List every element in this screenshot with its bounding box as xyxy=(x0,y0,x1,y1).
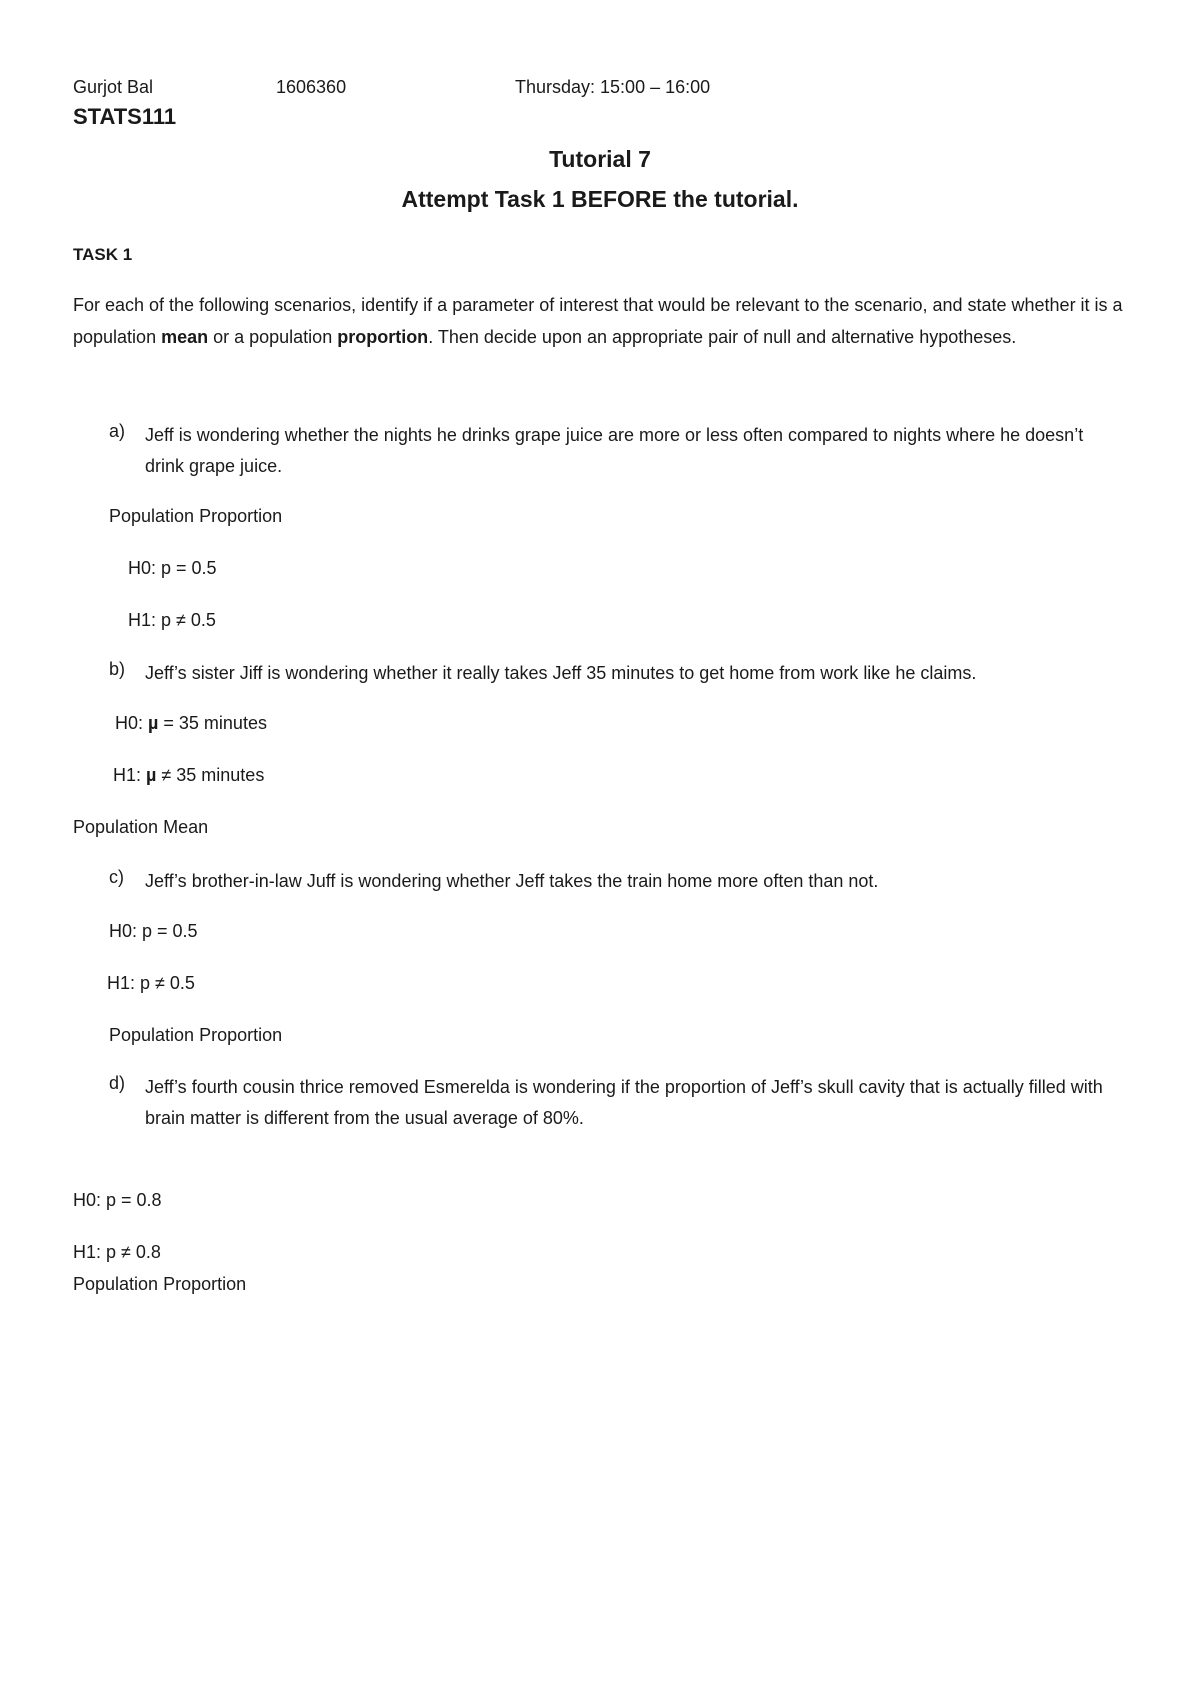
scenario-a xyxy=(109,420,1119,482)
scenario-d-h0: H0: p = 0.8 xyxy=(73,1190,162,1210)
course-code: STATS111 xyxy=(73,104,177,129)
scenario-b-h0 xyxy=(115,712,267,734)
session-time: Thursday: 15:00 – 16:00 xyxy=(515,77,711,97)
intro-text-3: . Then decide upon an appropriate pair of null and alternative hypotheses. xyxy=(428,326,1017,347)
scenario-c xyxy=(109,866,1119,897)
scenario-a-text: Jeff is wondering whether the nights he drinks grape juice are more or less often compared to nights where he doesn’t drink grape juice. xyxy=(145,425,1084,476)
intro-text-1: For each of the following scenarios, identify if a parameter of interest that would be relevant to the scenario, and state whether it is a population xyxy=(73,295,1123,347)
page-title: Tutorial 7 xyxy=(549,146,651,172)
scenario-c-h0: H0: p = 0.5 xyxy=(109,921,198,941)
scenario-c-label: c) xyxy=(109,867,124,887)
scenario-b-h0-prefix: H0: xyxy=(115,713,149,733)
scenario-d-text: Jeff’s fourth cousin thrice removed Esmerelda is wondering if the proportion of Jeff’s skull cavity that is actually filled with brain matter is different from the usual average of 80%. xyxy=(145,1077,1103,1128)
scenario-b-h0-rest: = 35 minutes xyxy=(158,713,267,733)
scenario-b-h1 xyxy=(113,764,264,786)
scenario-d-label: d) xyxy=(109,1073,126,1093)
scenario-a-h0: H0: p = 0.5 xyxy=(128,558,217,578)
scenario-a-h1: H1: p ≠ 0.5 xyxy=(128,610,216,630)
page-subtitle: Attempt Task 1 BEFORE the tutorial. xyxy=(401,186,799,212)
scenario-c-answer-type: Population Proportion xyxy=(109,1025,283,1045)
scenario-a-answer-type: Population Proportion xyxy=(109,506,283,526)
scenario-d-answer-type: Population Proportion xyxy=(73,1274,247,1294)
task-instructions xyxy=(73,290,1133,353)
intro-mean-word: mean xyxy=(161,326,209,347)
student-id: 1606360 xyxy=(276,77,347,97)
scenario-d xyxy=(109,1072,1119,1134)
scenario-a-label: a) xyxy=(109,421,126,441)
scenario-d-h1: H1: p ≠ 0.8 xyxy=(73,1242,161,1262)
scenario-b xyxy=(109,658,1119,689)
scenario-b-answer-type: Population Mean xyxy=(73,817,209,837)
scenario-b-h1-prefix: H1: xyxy=(113,765,147,785)
scenario-b-text: Jeff’s sister Jiff is wondering whether it really takes Jeff 35 minutes to get home from work like he claims. xyxy=(145,663,977,683)
scenario-b-label: b) xyxy=(109,659,126,679)
scenario-b-h1-rest: ≠ 35 minutes xyxy=(156,765,265,785)
student-name: Gurjot Bal xyxy=(73,77,154,97)
scenario-c-h1: H1: p ≠ 0.5 xyxy=(107,973,195,993)
scenario-b-h1-mu: µ xyxy=(146,765,157,785)
scenario-b-h0-mu: µ xyxy=(148,713,159,733)
intro-proportion-word: proportion xyxy=(337,326,429,347)
scenario-c-text: Jeff’s brother-in-law Juff is wondering whether Jeff takes the train home more often than not. xyxy=(145,871,879,891)
intro-text-2: or a population xyxy=(208,326,338,347)
task-heading: TASK 1 xyxy=(73,245,133,264)
